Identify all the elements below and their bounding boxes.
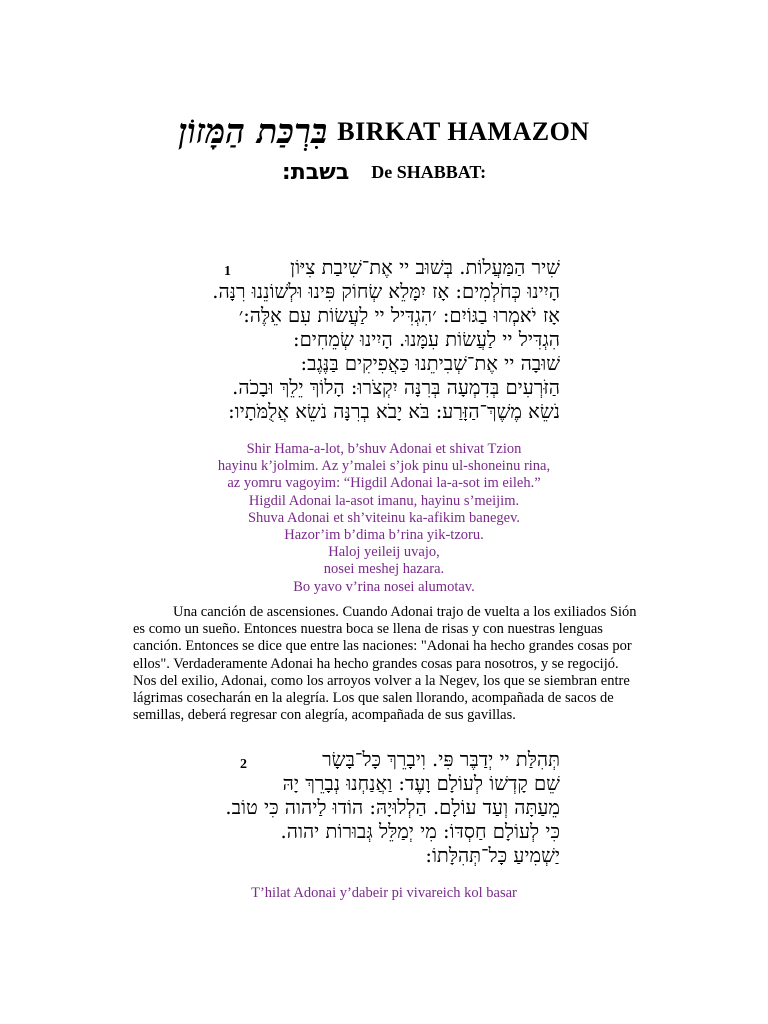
stanza-1-translation: Una canción de ascensiones. Cuando Adonai trajo de vuelta a los exiliados Sión es como un sueño. Entonces nuestra boca se llena de risas y con nuestras lenguas canción. Entonces se dice que entre las naciones: "Adonai ha hecho grandes cosas por ellos". Verdaderamente Adonai ha hecho grandes cosas para nosotros, y se regocijó. Nos del exilio, Adonai, como los arroyos volver a la Negev, los que se siembran entre lágrimas cosecharán en la alegría. Los que salen llorando, acompañada de sacos de semillas, deberá regresar con alegría, acompañada de sus gavillas. xyxy=(133,604,637,724)
hebrew-line: הִגְדִּיל יי לַעֲשׂוֹת עִמָּנוּ. הָיִינוּ שְׂמֵחִים: xyxy=(293,328,560,351)
hebrew-line: כִּי לְעוֹלָם חַסְדּוֹ: מִי יְמַלֵּל גְּבוּרוֹת יהוה. xyxy=(280,820,560,843)
stanza-1-transliteration xyxy=(0,441,768,596)
hebrew-line: יַשְׁמִיעַ כָּל־תְּהִלָּתוֹ: xyxy=(425,844,560,867)
hebrew-line: שׁוּבָה יי אֶת־שְׁבִיתֵנוּ כַּאֲפִיקִים בַּנֶּגֶב: xyxy=(300,352,560,375)
hebrew-line: הָיִינוּ כְּחֹלְמִים: אָז יִמָּלֵא שְׂחוֹק פִּינוּ וּלְשׁוֹנֵנוּ רִנָּה. xyxy=(212,280,560,303)
hebrew-line: מֵעַתָּה וְעַד עוֹלָם. הַלְלוּיָהּ: הוֹדוּ לַיהוה כִּי טוֹב. xyxy=(225,796,560,819)
hebrew-line: שֵׁם קָדְשׁוֹ לְעוֹלָם וָעֶד: וַאֲנַחְנוּ נְבָרֵךְ יָהּ xyxy=(282,772,560,795)
title-hebrew: בִּרְכַּת הַמָּזוֹן xyxy=(178,112,328,152)
hebrew-line: אָז יֹאמְרוּ בַגּוֹיִם: ׳הִגְדִּיל יי לַעֲשׂוֹת עִם אֵלֶּה:׳ xyxy=(238,304,560,327)
hebrew-line: נֹשֵׂא מֶשֶׁךְ־הַזָּרַע: בֹּא יָבֹא בְרִנָּה נֹשֵׂא אֲלֻמֹּתָיו: xyxy=(228,400,560,423)
transliteration-line: nosei meshej hazara. xyxy=(323,561,445,578)
transliteration-line: Bo yavo v’rina nosei alumotav. xyxy=(293,578,475,595)
transliteration-line: Haloj yeileij uvajo, xyxy=(328,544,440,561)
transliteration-line: Shuva Adonai et sh’viteinu ka-afikim banegev. xyxy=(247,509,521,526)
transliteration-line: Higdil Adonai la-asot imanu, hayinu s’meijim. xyxy=(248,492,520,509)
stanza-1-number: 1 xyxy=(224,264,231,279)
hebrew-line: הַזֹּרְעִים בְּדִמְעָה בְּרִנָּה יִקְצֹרוּ: הָלוֹךְ יֵלֵךְ וּבָכֹה. xyxy=(232,376,560,399)
stanza-2-hebrew xyxy=(210,748,560,868)
transliteration-line: Shir Hama-a-lot, b’shuv Adonai et shivat Tzion xyxy=(246,441,522,457)
transliteration-line: az yomru vagoyim: “Higdil Adonai la-a-sot im eileh.” xyxy=(227,475,541,492)
stanza-2-number: 2 xyxy=(240,757,247,772)
document-subtitle xyxy=(0,160,768,185)
transliteration-line: Hazor’im b’dima b’rina yik-tzoru. xyxy=(284,527,484,544)
stanza-1-hebrew xyxy=(210,256,560,424)
subtitle-latin: De SHABBAT: xyxy=(371,162,487,182)
document-title xyxy=(0,112,768,152)
hebrew-line: שִׁיר הַמַּעֲלוֹת. בְּשׁוּב יי אֶת־שִׁיבַת צִיּוֹן xyxy=(290,256,560,279)
hebrew-line: תְּהִלַּת יי יְדַבֶּר פִּי. וִיבָרֵךְ כָּל־בָּשָׂר xyxy=(322,748,560,771)
stanza-2-transliteration xyxy=(0,885,768,902)
transliteration-line: T’hilat Adonai y’dabeir pi vivareich kol basar xyxy=(251,885,517,901)
title-latin: BIRKAT HAMAZON xyxy=(337,117,590,146)
transliteration-line: hayinu k’jolmim. Az y’malei s’jok pinu ul-shoneinu rina, xyxy=(217,458,551,475)
subtitle-hebrew: בשבת: xyxy=(281,160,350,185)
